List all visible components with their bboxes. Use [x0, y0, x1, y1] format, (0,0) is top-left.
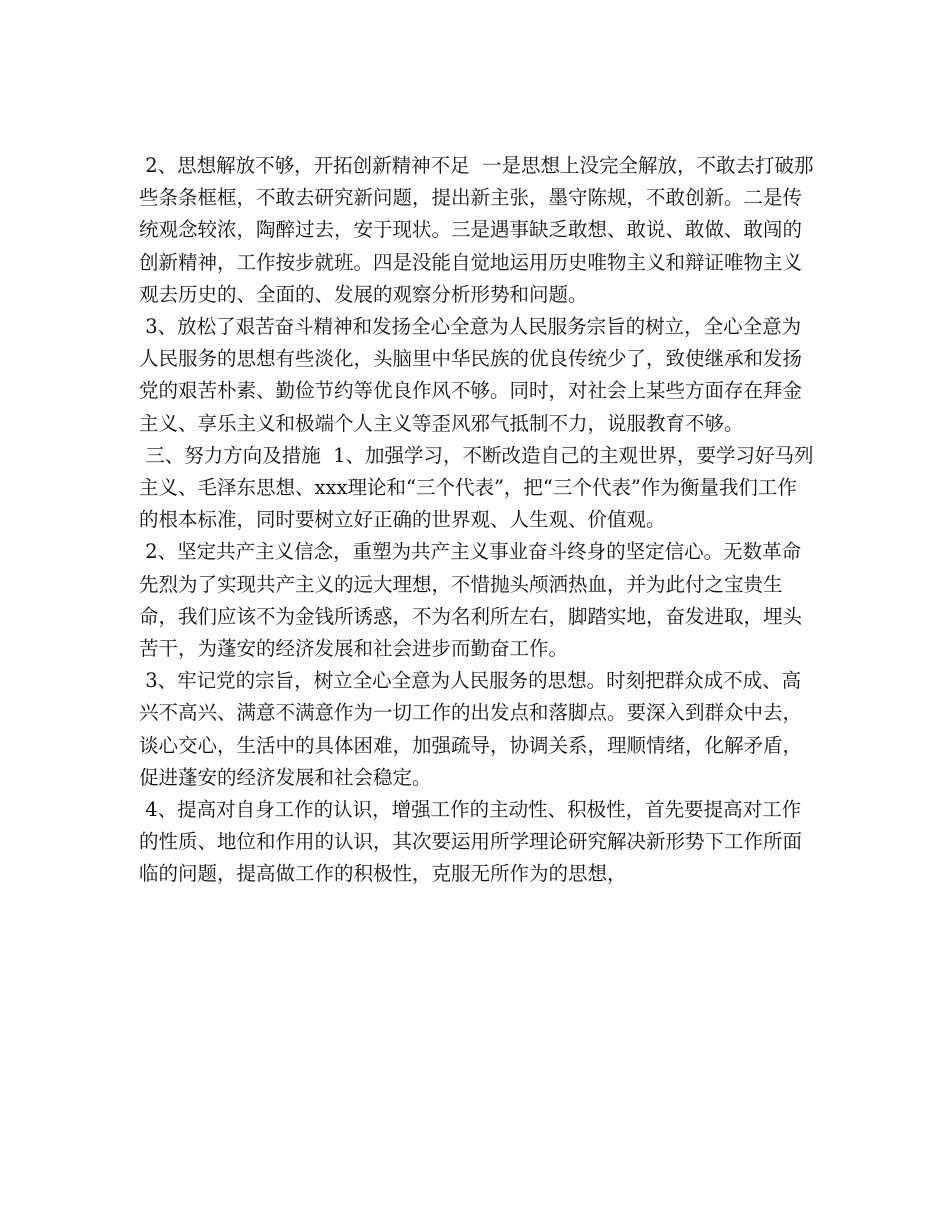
paragraph-serve-the-people: 3、牢记党的宗旨，树立全心全意为人民服务的思想。时刻把群众成不成、高兴不高兴、满意不满意作为一切工作的出发点和落脚点。要深入到群众中去，谈心交心，生活中的具体困难，加强疏导，协调关系，理顺情绪，化解矛盾，促进蓬安的经济发展和社会稳定。 [139, 669, 803, 789]
paragraph-direction-and-measures: 三、努力方向及措施 1、加强学习，不断改造自己的主观世界，要学习好马列主义、毛泽东思想、xxx理论和“三个代表”，把“三个代表”作为衡量我们工作的根本标准，同时要树立好正确的世界观、人生观、价值观。 [139, 443, 814, 532]
document-body [139, 150, 815, 891]
paragraph-hard-work-spirit: 3、放松了艰苦奋斗精神和发扬全心全意为人民服务宗旨的树立，全心全意为人民服务的思想有些淡化，头脑里中华民族的优良传统少了，致使继承和发扬党的艰苦朴素、勤俭节约等优良作风不够。同时，对社会上某些方面存在拜金主义、享乐主义和极端个人主义等歪风邪气抵制不力，说服教育不够。 [139, 315, 803, 435]
paragraph-liberation-of-thought: 2、思想解放不够，开拓创新精神不足 一是思想上没完全解放，不敢去打破那些条条框框，不敢去研究新问题，提出新主张，墨守陈规，不敢创新。二是传统观念较浓，陶醉过去，安于现状。三是遇事缺乏敢想、敢说、敢做、敢闯的创新精神，工作按步就班。四是没能自觉地运用历史唯物主义和辩证唯物主义观去历史的、全面的、发展的观察分析形势和问题。 [139, 154, 814, 306]
paragraph-firm-belief: 2、坚定共产主义信念，重塑为共产主义事业奋斗终身的坚定信心。无数革命先烈为了实现共产主义的远大理想，不惜抛头颅洒热血，并为此付之宝贵生命，我们应该不为金钱所诱惑，不为名利所左右，脚踏实地，奋发进取，埋头苦干，为蓬安的经济发展和社会进步而勤奋工作。 [139, 540, 803, 661]
paragraph-work-awareness: 4、提高对自身工作的认识，增强工作的主动性、积极性，首先要提高对工作的性质、地位和作用的认识，其次要运用所学理论研究解决新形势下工作所面临的问题，提高做工作的积极性，克服无所作为的思想， [139, 798, 803, 886]
